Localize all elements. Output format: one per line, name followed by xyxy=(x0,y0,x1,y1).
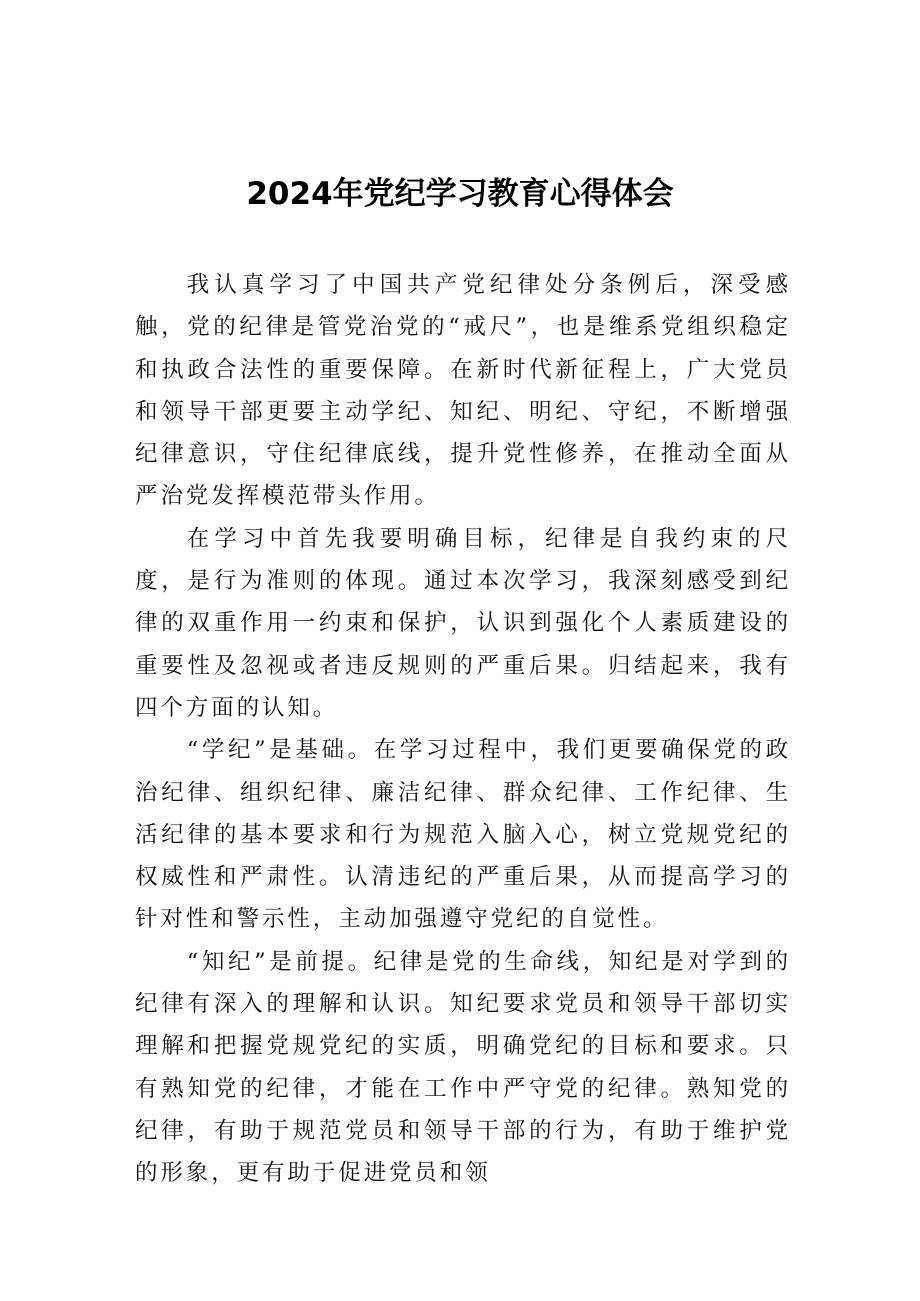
paragraph: “知纪”是前提。纪律是党的生命线，知纪是对学到的纪律有深入的理解和认识。知纪要求党员和领导干部切实理解和把握党规党纪的实质，明确党纪的目标和要求。只有熟知党的纪律，才能在工作中严守党的纪律。熟知党的纪律，有助于规范党员和领导干部的行为，有助于维护党的形象，更有助于促进党员和领 xyxy=(135,948,791,1187)
document-title: 2024年党纪学习教育心得体会 xyxy=(246,176,674,212)
paragraph: 我认真学习了中国共产党纪律处分条例后，深受感触，党的纪律是管党治党的“戒尺”，也是维系党组织稳定和执政合法性的重要保障。在新时代新征程上，广大党员和领导干部更要主动学纪、知纪、明纪、守纪，不断增强纪律意识，守住纪律底线，提升党性修养，在推动全面从严治党发挥模范带头作用。 xyxy=(135,272,791,510)
paragraph: 在学习中首先我要明确目标，纪律是自我约束的尺度，是行为准则的体现。通过本次学习，我深刻感受到纪律的双重作用一约束和保护，认识到强化个人素质建设的重要性及忽视或者违反规则的严重后果。归结起来，我有四个方面的认知。 xyxy=(135,525,791,721)
document-body xyxy=(135,264,791,1195)
paragraph: “学纪”是基础。在学习过程中，我们更要确保党的政治纪律、组织纪律、廉洁纪律、群众纪律、工作纪律、生活纪律的基本要求和行为规范入脑入心，树立党规党纪的权威性和严肃性。认清违纪的严重后果，从而提高学习的针对性和警示性，主动加强遵守党纪的自觉性。 xyxy=(135,737,791,933)
